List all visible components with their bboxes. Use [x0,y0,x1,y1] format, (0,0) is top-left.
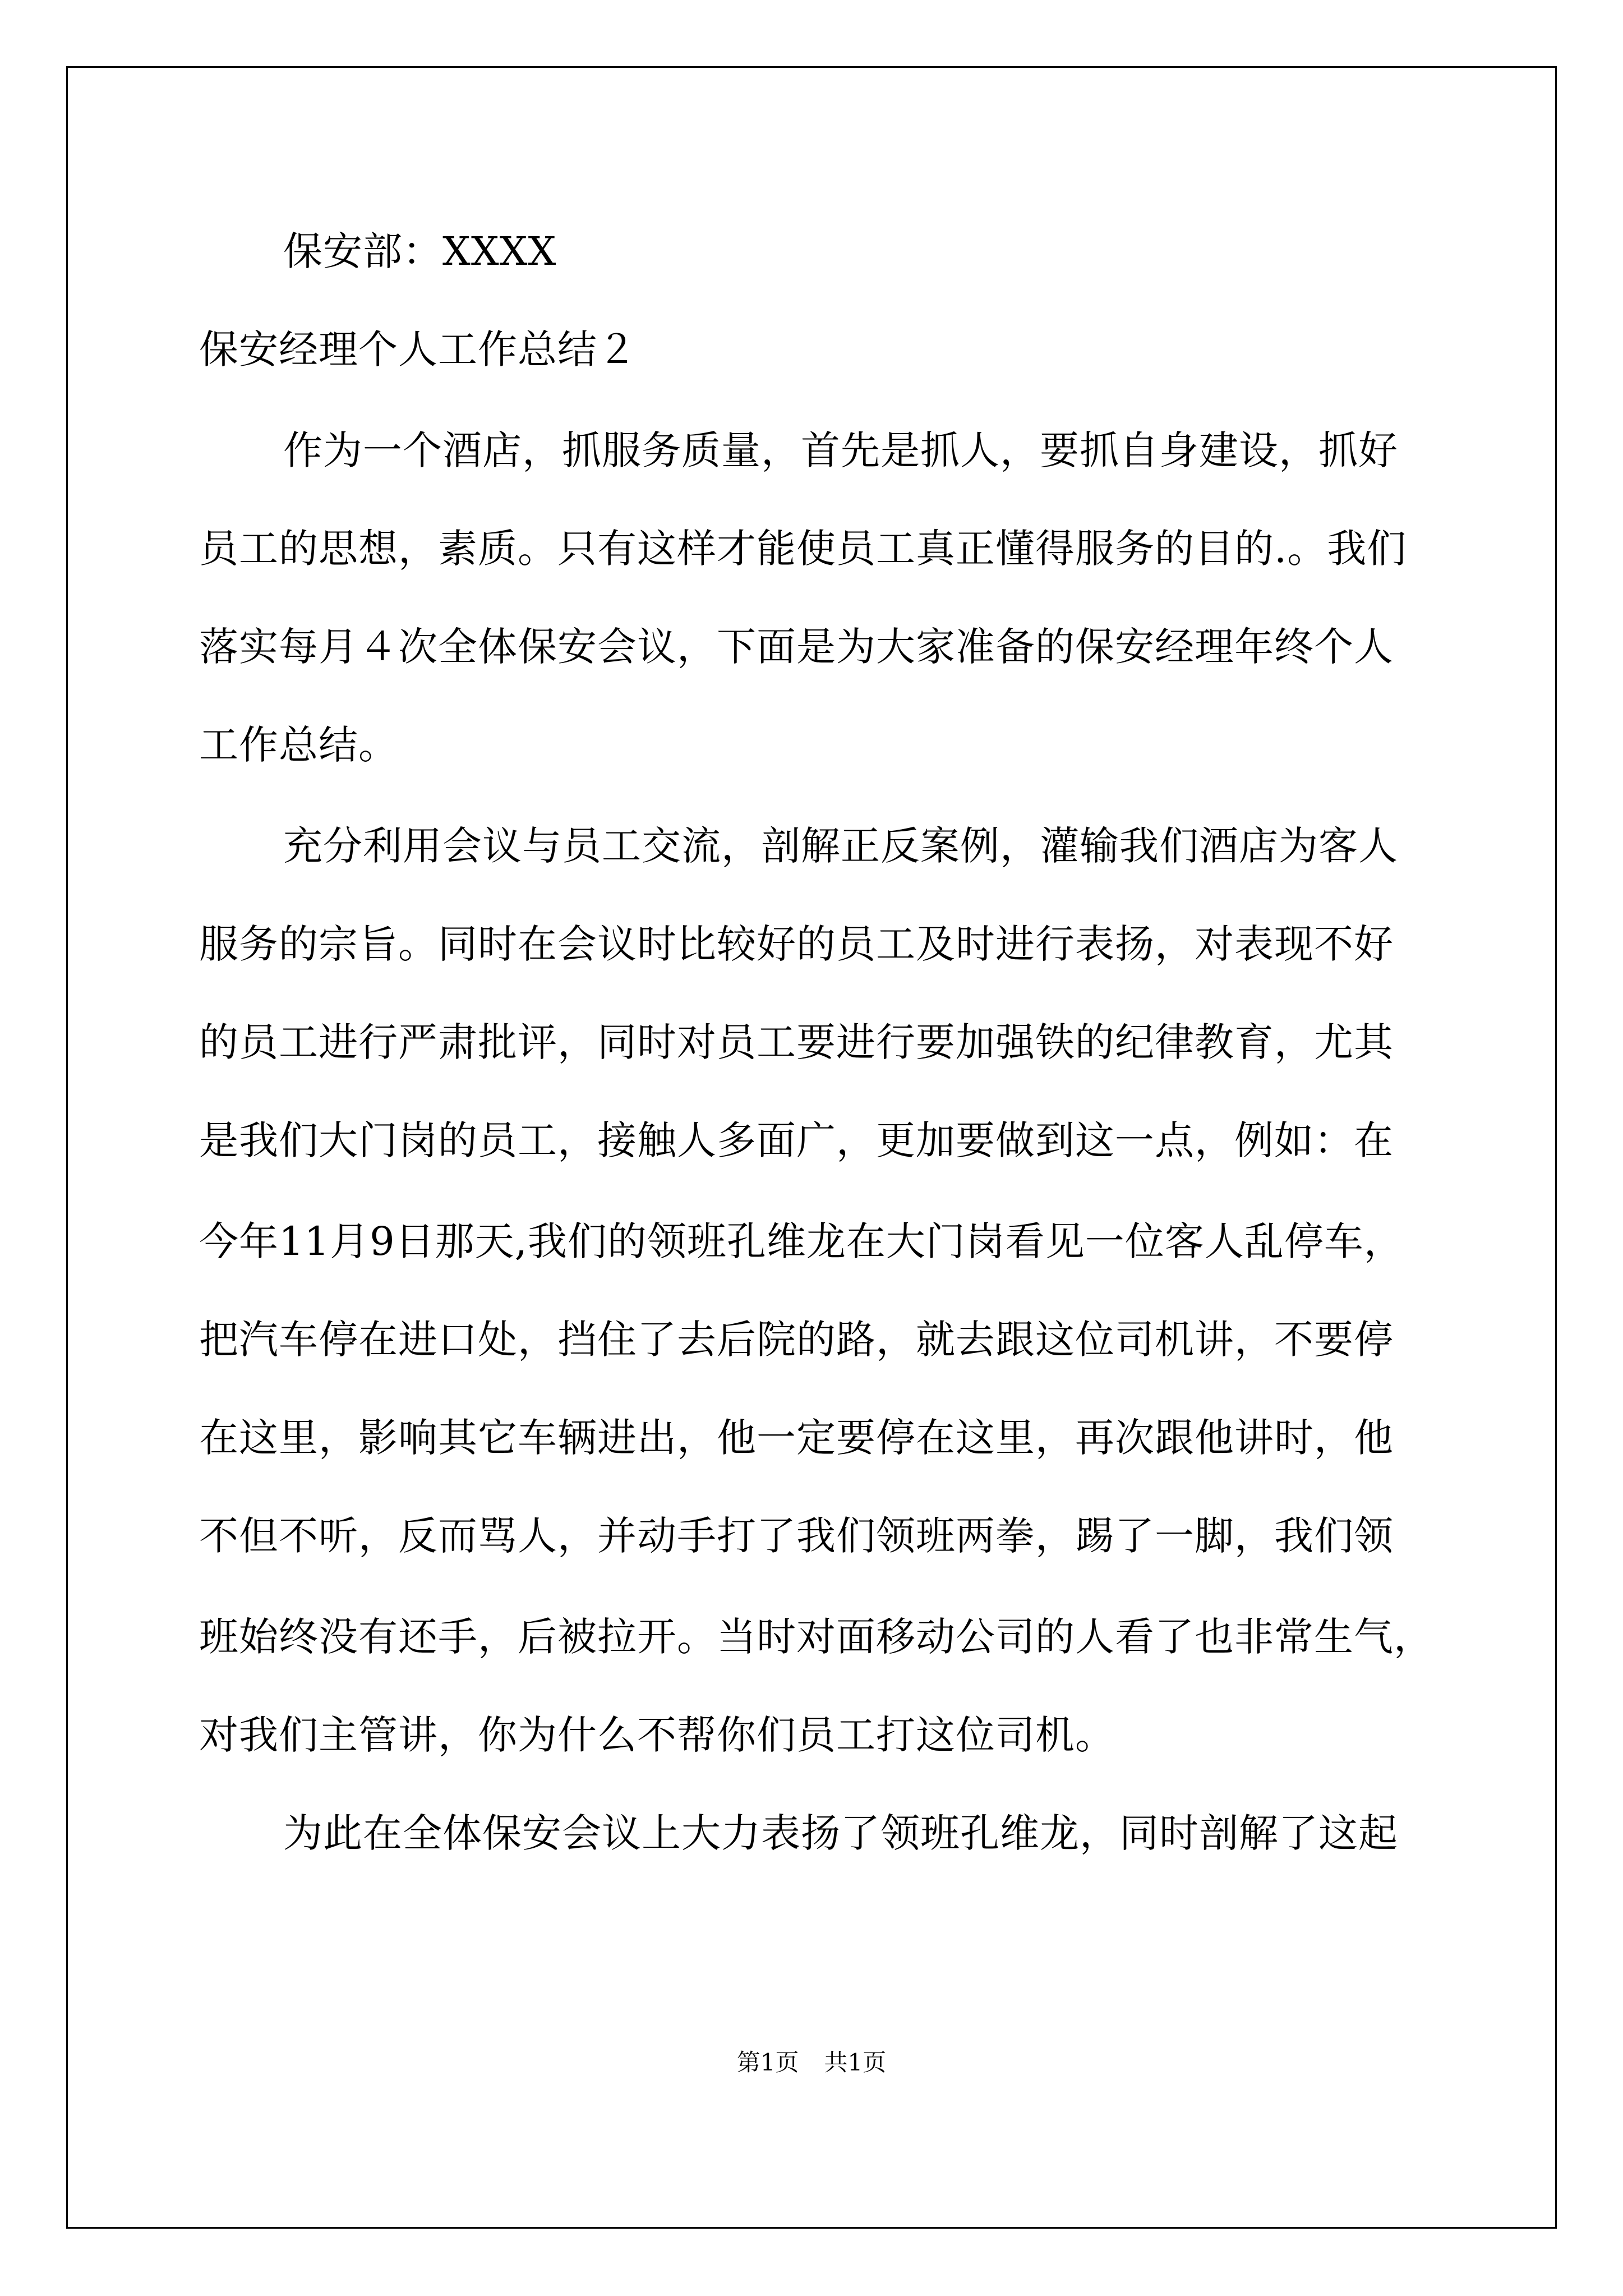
paragraph-line: 今年11月9日那天,我们的领班孔维龙在大门岗看见一位客人乱停车， [199,1218,1404,1264]
paragraph-line: 是我们大门岗的员工，接触人多面广，更加要做到这一点，例如：在 [199,1117,1394,1163]
page-footer [0,2051,1623,2074]
section-heading: 保安经理个人工作总结２ [199,326,637,372]
paragraph-line: 充分利用会议与员工交流，剖解正反案例，灌输我们酒店为客人 [283,823,1398,869]
paragraph-line: 作为一个酒店，抓服务质量，首先是抓人，要抓自身建设，抓好 [283,427,1398,473]
paragraph-line: 为此在全体保安会议上大力表扬了领班孔维龙，同时剖解了这起 [283,1810,1398,1856]
paragraph-line: 服务的宗旨。同时在会议时比较好的员工及时进行表扬，对表现不好 [199,921,1394,967]
page-number-total: 共1页 [824,2049,887,2076]
paragraph-line: 对我们主管讲，你为什么不帮你们员工打这位司机。 [199,1712,1115,1758]
paragraph-line: 工作总结。 [199,722,398,768]
department-line: 保安部：XXXX [283,228,557,274]
paragraph-line: 落实每月４次全体保安会议，下面是为大家准备的保安经理年终个人 [199,624,1394,670]
paragraph-line: 员工的思想，素质。只有这样才能使员工真正懂得服务的目的.。我们 [199,526,1407,572]
paragraph-line: 班始终没有还手，后被拉开。当时对面移动公司的人看了也非常生气， [199,1614,1433,1660]
paragraph-line: 把汽车停在进口处，挡住了去后院的路，就去跟这位司机讲，不要停 [199,1317,1394,1363]
paragraph-line: 在这里，影响其它车辆进出，他一定要停在这里，再次跟他讲时，他 [199,1415,1394,1461]
paragraph-line: 不但不听，反而骂人，并动手打了我们领班两拳，踢了一脚，我们领 [199,1513,1394,1559]
page-number-current: 第1页 [736,2049,799,2076]
paragraph-line: 的员工进行严肃批评，同时对员工要进行要加强铁的纪律教育，尤其 [199,1019,1394,1065]
